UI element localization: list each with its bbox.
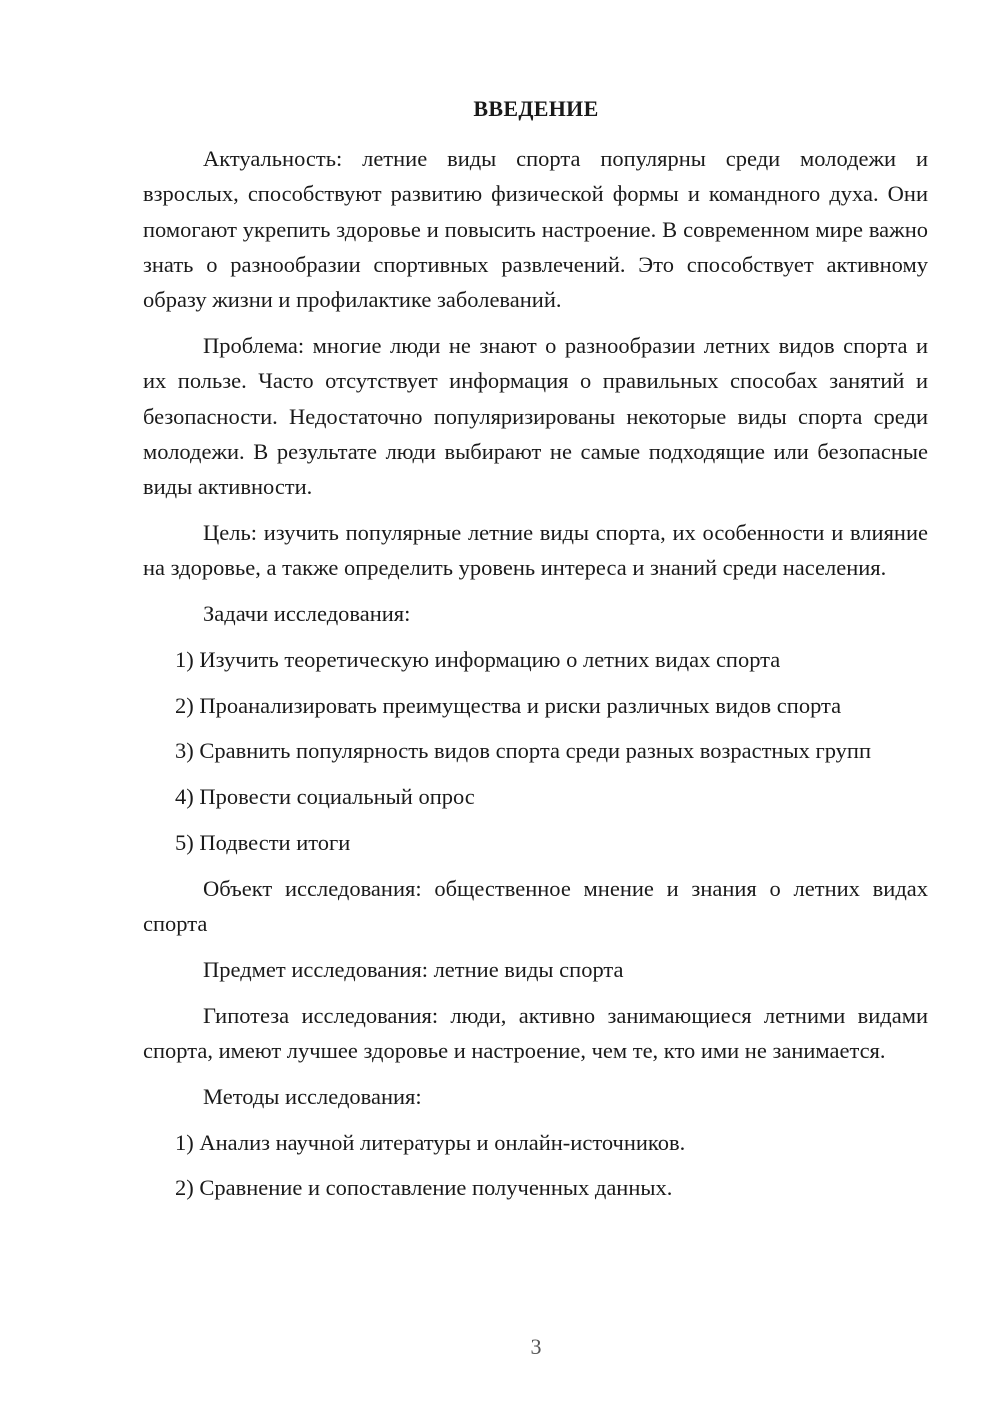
relevance-paragraph: Актуальность: летние виды спорта популярны среди молодежи и взрослых, способствуют развитию физической формы и командного духа. Они помогают укрепить здоровье и повысить настроение. В современном мире важно знать о разнообразии спортивных развлечений. Это способствует активному образу жизни и профилактике заболеваний. bbox=[143, 146, 928, 313]
page-number: 3 bbox=[530, 1334, 542, 1359]
task-item: 2) Проанализировать преимущества и риски различных видов спорта bbox=[175, 692, 842, 718]
document-body bbox=[143, 141, 928, 1216]
goal-paragraph: Цель: изучить популярные летние виды спорта, их особенности и влияние на здоровье, а также определить уровень интереса и знаний среди населения. bbox=[143, 519, 928, 581]
task-item: 3) Сравнить популярность видов спорта среди разных возрастных групп bbox=[175, 738, 871, 764]
task-item: 5) Подвести итоги bbox=[175, 830, 351, 856]
hypothesis-paragraph: Гипотеза исследования: люди, активно занимающиеся летними видами спорта, имеют лучшее здоровье и настроение, чем те, кто ими не занимается. bbox=[143, 1002, 928, 1064]
task-item: 4) Провести социальный опрос bbox=[175, 784, 475, 810]
subject-paragraph: Предмет исследования: летние виды спорта bbox=[203, 956, 624, 982]
method-item: 2) Сравнение и сопоставление полученных данных. bbox=[175, 1175, 673, 1201]
problem-paragraph: Проблема: многие люди не знают о разнообразии летних видов спорта и их пользе. Часто отсутствует информация о правильных способах занятий и безопасности. Недостаточно популяризированы некоторые виды спорта среди молодежи. В результате люди выбирают не самые подходящие или безопасные виды активности. bbox=[143, 332, 928, 500]
page-title: ВВЕДЕНИЕ bbox=[473, 96, 599, 121]
methods-heading: Методы исследования: bbox=[203, 1083, 422, 1109]
object-paragraph: Объект исследования: общественное мнение и знания о летних видах спорта bbox=[143, 875, 928, 937]
method-item: 1) Анализ научной литературы и онлайн-источников. bbox=[175, 1129, 686, 1155]
tasks-heading: Задачи исследования: bbox=[203, 601, 411, 627]
task-item: 1) Изучить теоретическую информацию о летних видах спорта bbox=[175, 646, 781, 672]
